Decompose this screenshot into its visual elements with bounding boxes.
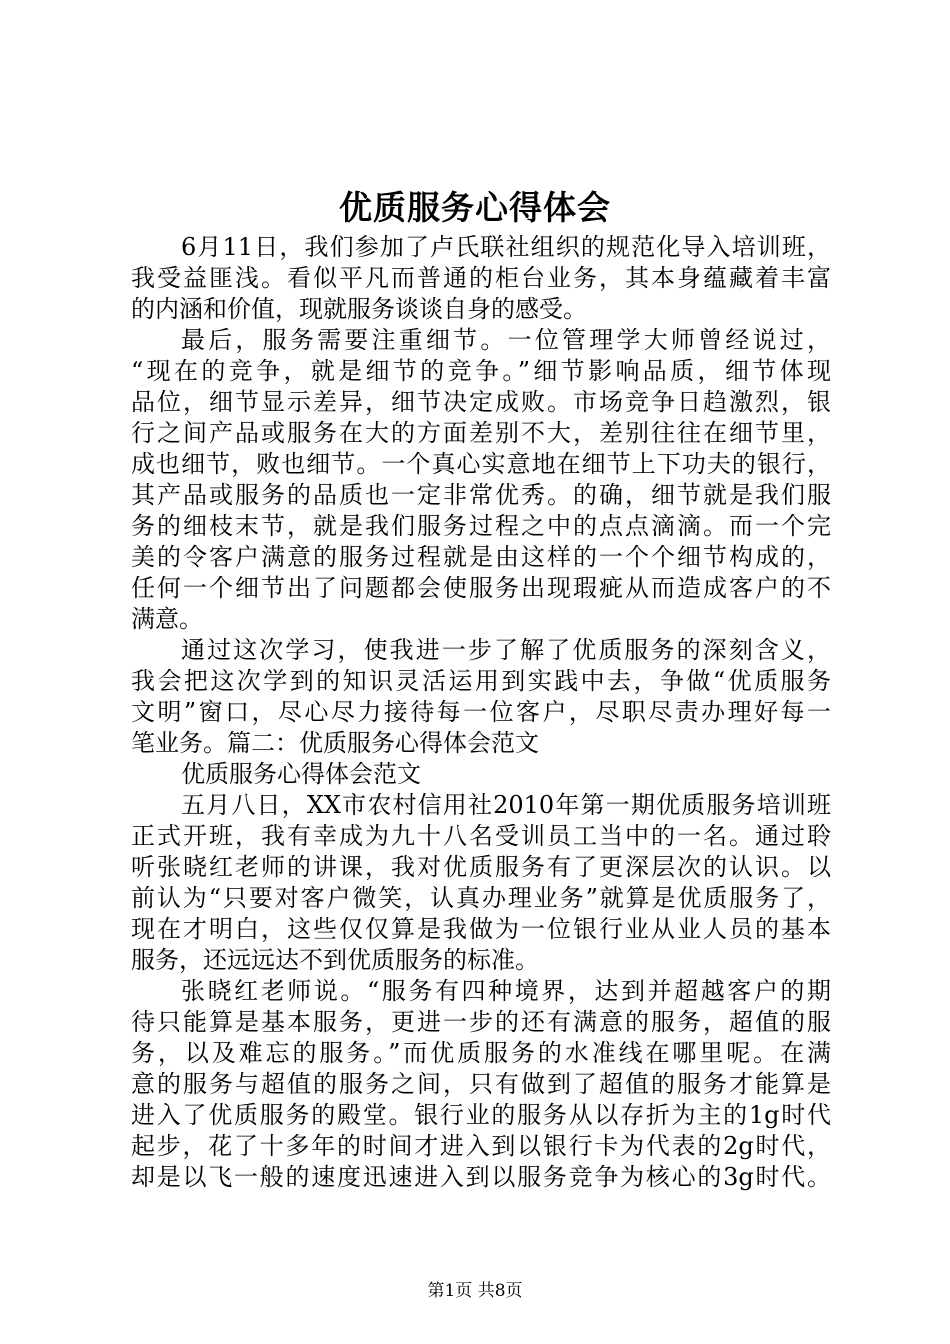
- text-line: 却是以飞一般的速度迅速进入到以服务竞争为核心的3g时代。: [131, 1163, 831, 1191]
- text-line: 通过这次学习，使我进一步了解了优质服务的深刻含义，: [181, 636, 831, 664]
- text-line: 品位，细节显示差异，细节决定成败。市场竞争日趋激烈，银: [131, 388, 831, 416]
- page-footer: 第1页 共8页: [427, 1281, 523, 1301]
- text-line: 文明”窗口，尽心尽力接待每一位客户，尽职尽责办理好每一: [131, 698, 831, 726]
- text-line: 任何一个细节出了问题都会使服务出现瑕疵从而造成客户的不: [131, 574, 831, 602]
- text-line: 待只能算是基本服务，更进一步的还有满意的服务，超值的服: [131, 1008, 831, 1036]
- document-title: 优质服务心得体会: [339, 188, 611, 227]
- document-body: [131, 232, 831, 1193]
- text-line: 6月11日，我们参加了卢氏联社组织的规范化导入培训班，: [181, 233, 831, 261]
- text-line: 起步，花了十多年的时间才进入到以银行卡为代表的2g时代，: [131, 1132, 831, 1160]
- text-line: 听张晓红老师的讲课，我对优质服务有了更深层次的认识。以: [131, 853, 831, 881]
- text-line: 我受益匪浅。看似平凡而普通的柜台业务，其本身蕴藏着丰富: [131, 264, 831, 292]
- text-line: 行之间产品或服务在大的方面差别不大，差别往往在细节里，: [131, 419, 831, 447]
- text-line: 成也细节，败也细节。一个真心实意地在细节上下功夫的银行，: [131, 450, 831, 478]
- text-line: 美的令客户满意的服务过程就是由这样的一个个细节构成的，: [131, 543, 831, 571]
- text-line: 进入了优质服务的殿堂。银行业的服务从以存折为主的1g时代: [131, 1101, 831, 1129]
- text-line: 我会把这次学到的知识灵活运用到实践中去，争做“优质服务: [131, 667, 831, 695]
- text-line: 意的服务与超值的服务之间，只有做到了超值的服务才能算是: [131, 1070, 831, 1098]
- text-line: “现在的竞争，就是细节的竞争。”细节影响品质，细节体现: [131, 357, 831, 385]
- text-line: 优质服务心得体会范文: [181, 760, 421, 788]
- text-line: 张晓红老师说。“服务有四种境界，达到并超越客户的期: [181, 977, 831, 1005]
- text-line: 务，以及难忘的服务。”而优质服务的水准线在哪里呢。在满: [131, 1039, 831, 1067]
- text-line: 现在才明白，这些仅仅算是我做为一位银行业从业人员的基本: [131, 915, 831, 943]
- text-line: 五月八日，XX市农村信用社2010年第一期优质服务培训班: [181, 791, 831, 819]
- text-line: 其产品或服务的品质也一定非常优秀。的确，细节就是我们服: [131, 481, 831, 509]
- text-line: 最后，服务需要注重细节。一位管理学大师曾经说过，: [181, 326, 831, 354]
- text-line: 前认为“只要对客户微笑，认真办理业务”就算是优质服务了，: [131, 884, 831, 912]
- text-line: 笔业务。篇二：优质服务心得体会范文: [131, 729, 539, 757]
- text-line: 务的细枝末节，就是我们服务过程之中的点点滴滴。而一个完: [131, 512, 831, 540]
- text-line: 服务，还远远达不到优质服务的标准。: [131, 946, 539, 974]
- text-line: 满意。: [131, 605, 203, 633]
- text-line: 正式开班，我有幸成为九十八名受训员工当中的一名。通过聆: [131, 822, 831, 850]
- text-line: 的内涵和价值，现就服务谈谈自身的感受。: [131, 295, 587, 323]
